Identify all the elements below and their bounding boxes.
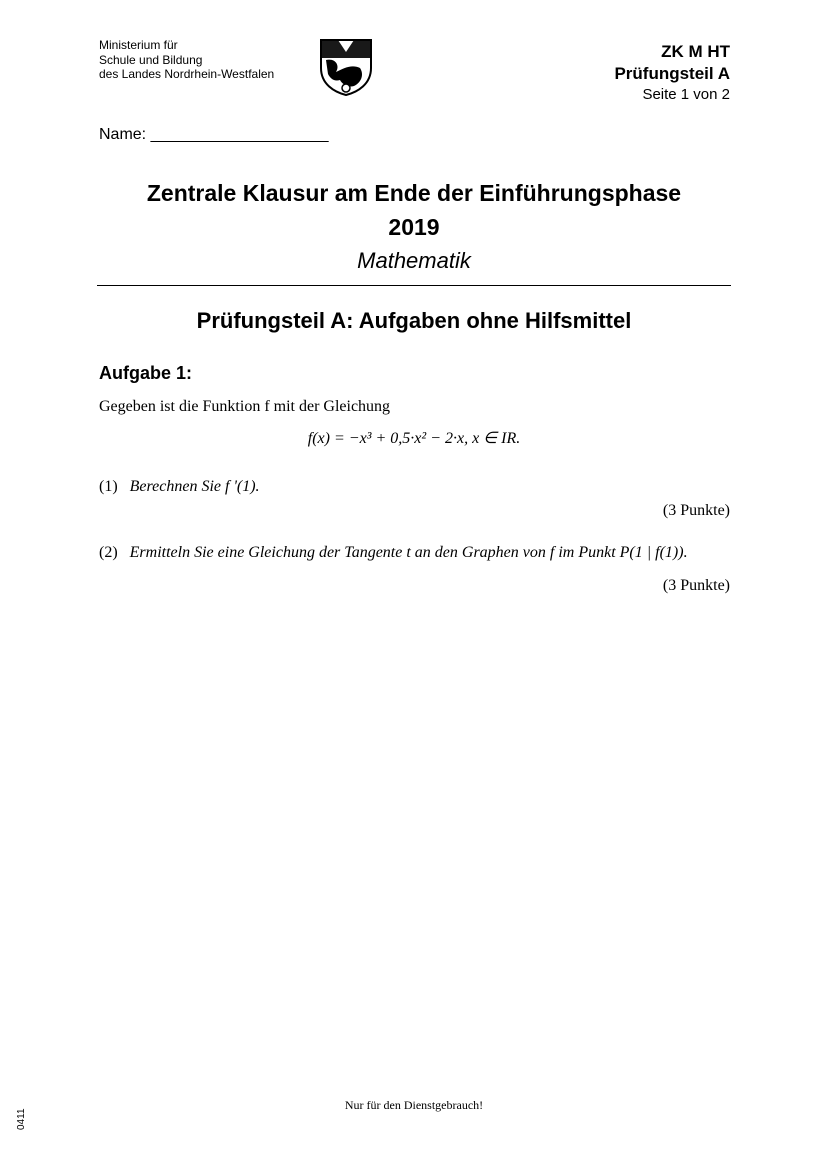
subtask-2-points: (3 Punkte)	[662, 577, 730, 594]
exam-code: ZK M HT	[661, 42, 730, 61]
task-heading: Aufgabe 1:	[99, 363, 193, 383]
subtask-2-number: (2)	[99, 544, 118, 561]
title-subject: Mathematik	[357, 248, 471, 273]
nrw-coat-of-arms-icon	[318, 38, 374, 96]
exam-part: Prüfungsteil A	[614, 64, 730, 83]
ministry-line-3: des Landes Nordrhein-Westfalen	[99, 67, 275, 81]
side-code: 0411	[16, 1108, 27, 1130]
footer-note: Nur für den Dienstgebrauch!	[344, 1098, 484, 1112]
ministry-line-1: Ministerium für	[99, 38, 178, 52]
header-right	[614, 41, 730, 105]
section-title: Prüfungsteil A: Aufgaben ohne Hilfsmittel	[196, 308, 632, 333]
subtask-1-points: (3 Punkte)	[662, 502, 730, 519]
function-equation: f(x) = −x³ + 0,5·x² − 2·x, x ∈ IR.	[307, 430, 521, 447]
subtask-1-number: (1)	[99, 478, 118, 495]
subtask-2	[99, 544, 688, 562]
subtask-1-text: Berechnen Sie f '(1).	[129, 478, 260, 495]
page-title: Zentrale Klausur am Ende der Einführungsphase	[146, 180, 682, 206]
title-divider	[97, 285, 731, 286]
subtask-1	[99, 478, 260, 496]
page-number: Seite 1 von 2	[642, 86, 730, 103]
subtask-2-text: Ermitteln Sie eine Gleichung der Tangente t an den Graphen von f im Punkt P(1 | f(1)).	[129, 544, 688, 561]
title-year: 2019	[388, 214, 440, 240]
name-field: Name: ____________________	[99, 126, 329, 143]
ministry-block	[99, 38, 274, 82]
ministry-line-2: Schule und Bildung	[99, 52, 203, 67]
task-intro: Gegeben ist die Funktion f mit der Gleichung	[99, 398, 391, 415]
